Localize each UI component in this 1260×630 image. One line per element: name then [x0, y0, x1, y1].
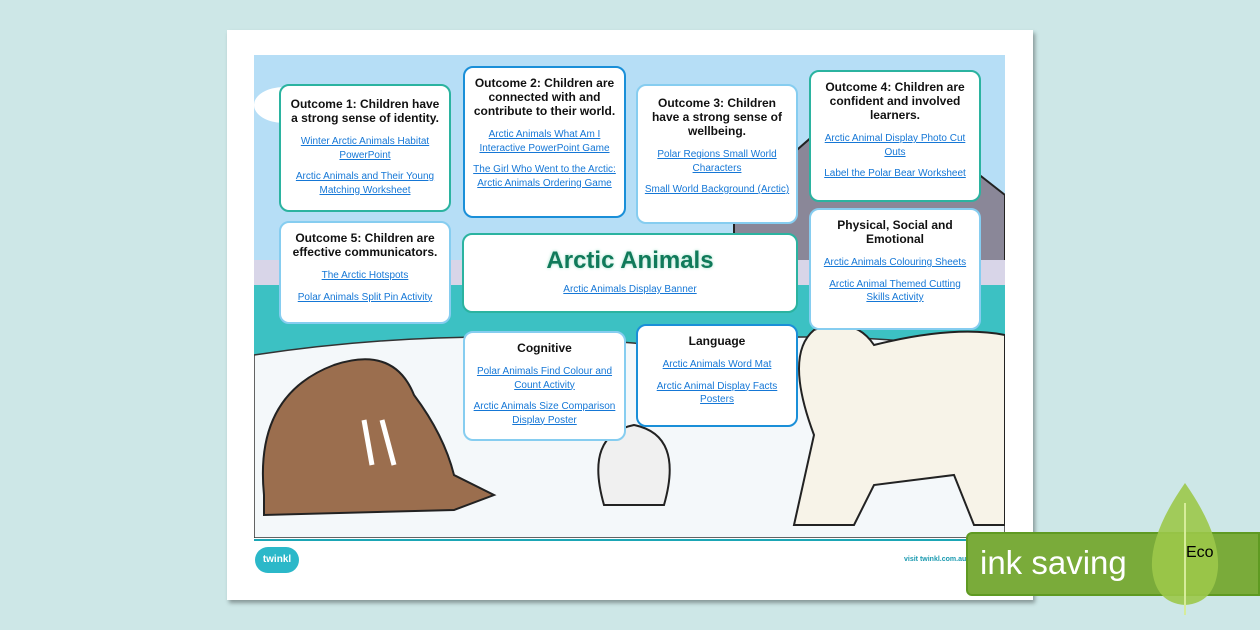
resource-link[interactable]: Arctic Animals What Am I Interactive PowerPoint Game — [479, 129, 610, 154]
resource-link[interactable]: The Arctic Hotspots — [321, 270, 409, 281]
outcome-2-box — [463, 66, 626, 218]
footer-divider — [254, 539, 1005, 541]
language-box — [636, 324, 798, 427]
ink-saving-label: ink saving — [980, 544, 1127, 581]
resource-link[interactable]: Arctic Animal Display Facts Posters — [656, 380, 778, 405]
resource-link[interactable]: Small World Background (Arctic) — [644, 184, 790, 195]
resource-link[interactable]: Label the Polar Bear Worksheet — [824, 168, 966, 179]
box-heading: Outcome 4: Children are confident and involved learners. — [825, 80, 965, 122]
visit-link: visit twinkl.com.au — [904, 556, 967, 563]
resource-link[interactable]: Arctic Animal Themed Cutting Skills Activity — [829, 278, 961, 303]
eco-label: Eco — [1186, 544, 1214, 561]
box-heading: Outcome 5: Children are effective communicators. — [292, 231, 438, 259]
physical-box — [809, 208, 981, 330]
outcome-3-box — [636, 84, 798, 224]
resource-link[interactable]: Arctic Animals Colouring Sheets — [823, 257, 967, 268]
resource-link[interactable]: Polar Regions Small World Characters — [657, 149, 777, 174]
box-heading: Outcome 2: Children are connected with and contribute to their world. — [473, 76, 616, 118]
resource-link[interactable]: Arctic Animals and Their Young Matching Worksheet — [295, 171, 435, 196]
poster-title: Arctic Animals — [546, 247, 714, 274]
resource-link[interactable]: Arctic Animals Word Mat — [662, 359, 772, 370]
resource-link[interactable]: Arctic Animals Display Banner — [563, 284, 697, 295]
outcome-1-box — [279, 84, 451, 212]
resource-link[interactable]: Polar Animals Split Pin Activity — [297, 291, 433, 303]
box-heading: Physical, Social and Emotional — [837, 218, 953, 246]
title-box — [462, 233, 798, 313]
resource-link[interactable]: The Girl Who Went to the Arctic: Arctic Animals Ordering Game — [473, 164, 616, 189]
resource-link[interactable]: Arctic Animal Display Photo Cut Outs — [824, 133, 966, 158]
resource-link[interactable]: Winter Arctic Animals Habitat PowerPoint — [300, 136, 430, 161]
resource-link[interactable]: Arctic Animals Size Comparison Display Poster — [473, 401, 616, 426]
box-heading: Cognitive — [517, 341, 572, 355]
cognitive-box — [463, 331, 626, 441]
twinkl-logo: twinkl — [255, 547, 299, 573]
box-heading: Outcome 1: Children have a strong sense of identity. — [290, 97, 440, 125]
box-heading: Language — [688, 334, 746, 348]
box-heading: Outcome 3: Children have a strong sense of wellbeing. — [651, 96, 783, 138]
resource-link[interactable]: Polar Animals Find Colour and Count Activity — [476, 366, 613, 391]
outcome-5-box — [279, 221, 451, 324]
outcome-4-box — [809, 70, 981, 202]
